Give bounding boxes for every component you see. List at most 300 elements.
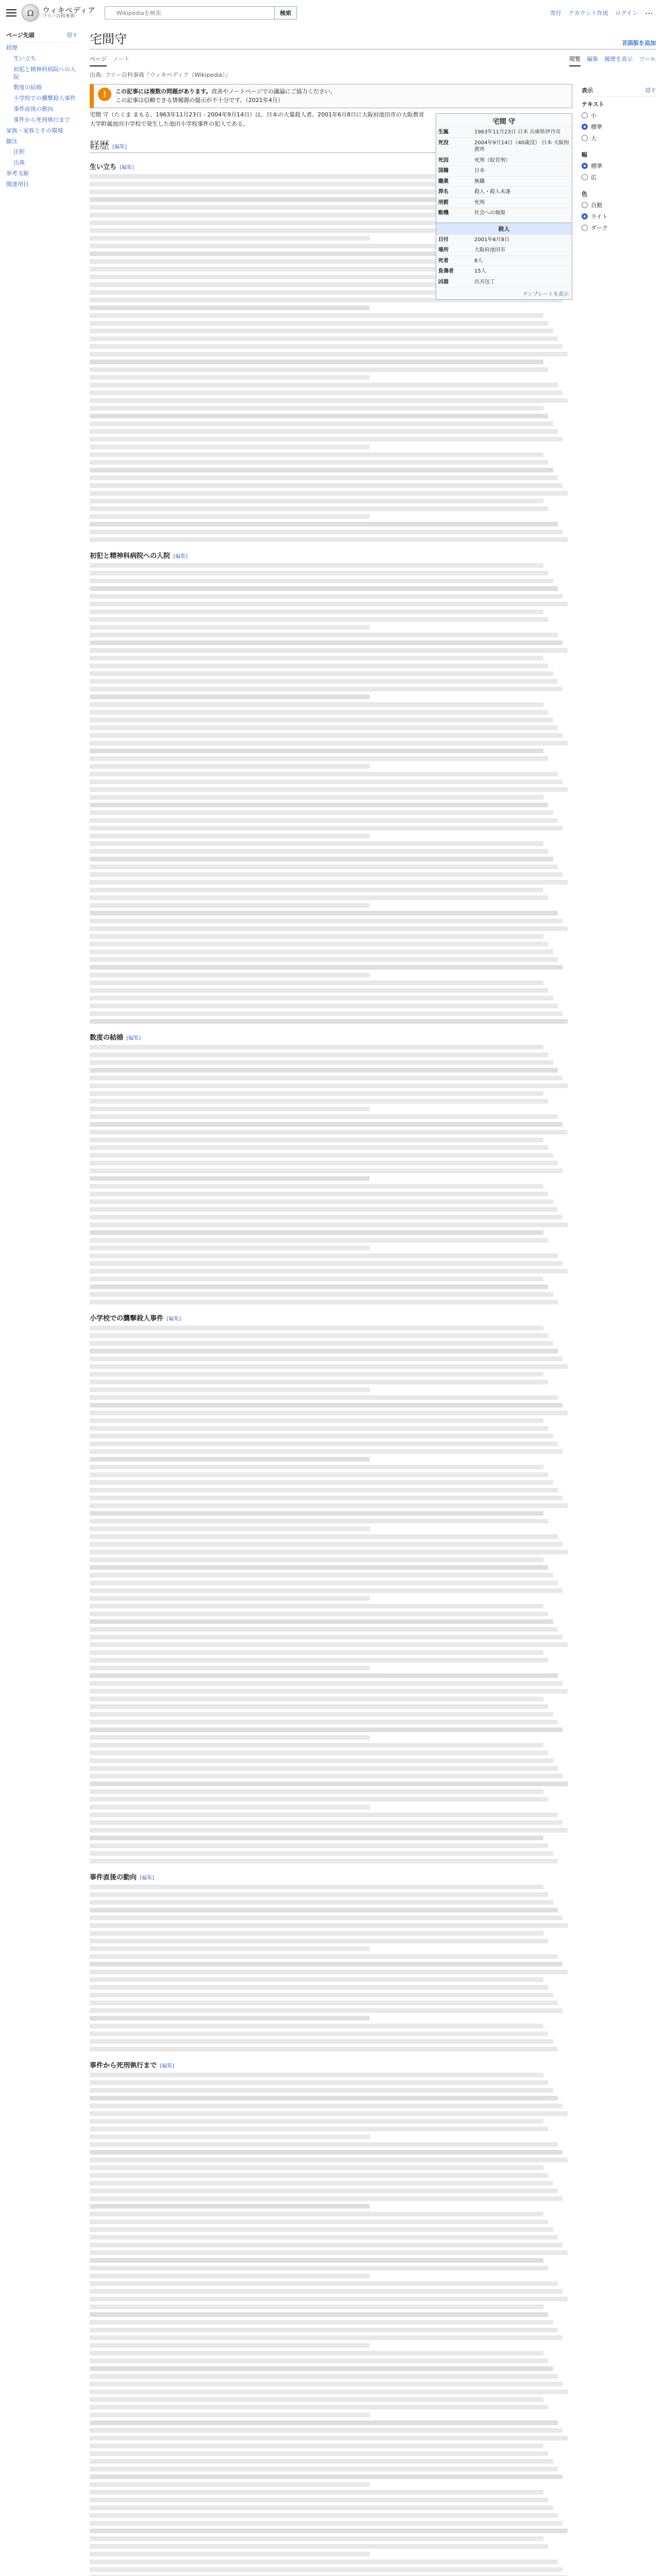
- text-line: [90, 1145, 548, 1150]
- text-line: [90, 1496, 562, 1500]
- page-title: 宅間守: [90, 32, 127, 46]
- toc-item[interactable]: 初犯と精神科病院への入院: [13, 65, 76, 80]
- text-line: [90, 367, 548, 372]
- text-line: [90, 1812, 558, 1817]
- text-line: [90, 1449, 562, 1454]
- article-body: [90, 84, 572, 2576]
- notice-line: この記事は信頼できる情報源の提示が不十分です。（2021年4月）: [115, 96, 284, 104]
- text-size-label: テキスト: [582, 101, 604, 108]
- text-line: [90, 1782, 568, 1786]
- text-line: [90, 313, 543, 318]
- site-logo[interactable]: [22, 4, 95, 22]
- text-line: [90, 1820, 562, 1825]
- text-line: [90, 1395, 558, 1400]
- text-line: [90, 2451, 548, 2456]
- edit-section-link[interactable]: [編集]: [126, 1036, 141, 1042]
- text-line: [90, 1642, 568, 1647]
- text-line: [90, 2031, 548, 2036]
- text-line: [90, 2189, 558, 2193]
- text-line: [90, 1743, 543, 1748]
- toc-item[interactable]: 経歴: [6, 44, 18, 51]
- text-line: [90, 1939, 548, 1943]
- notice-title: この記事には複数の問題があります。: [115, 88, 212, 95]
- text-line: [90, 633, 558, 637]
- infobox-value: 無職: [474, 178, 485, 184]
- text-line: [90, 1828, 568, 1833]
- text-line: [90, 1892, 548, 1897]
- appearance-title: 表示: [582, 87, 593, 94]
- text-line: [90, 594, 562, 599]
- text-line: [90, 1650, 543, 1655]
- text-line: [90, 694, 370, 699]
- infobox: [436, 113, 572, 300]
- toc-item[interactable]: 参考文献: [6, 170, 29, 177]
- text-line: [90, 2150, 562, 2155]
- text-line: [90, 1581, 558, 1585]
- text-line: [90, 2567, 562, 2572]
- infobox-key: 罪名: [438, 189, 449, 195]
- text-line: [90, 1689, 568, 1693]
- text-line: [90, 2196, 562, 2201]
- infobox-value: 殺人・殺人未遂: [474, 189, 510, 195]
- text-line: [90, 1176, 370, 1181]
- subsection-heading: 小学校での襲撃殺人事件 [編集]: [90, 1315, 181, 1323]
- text-line: [90, 687, 562, 691]
- text-line: [90, 2096, 558, 2100]
- add-language-button[interactable]: 言語版を追加: [622, 40, 656, 46]
- toc-item[interactable]: 注釈: [13, 148, 25, 156]
- text-line: [90, 1019, 568, 1024]
- text-line: [90, 429, 558, 434]
- text-line: [90, 810, 553, 815]
- tab-edit[interactable]: 編集: [587, 56, 599, 62]
- text-line: [90, 2073, 543, 2077]
- text-line: [90, 2039, 553, 2044]
- donate-link[interactable]: 寄付: [550, 10, 561, 16]
- text-line: [90, 1426, 548, 1431]
- text-line: [90, 756, 548, 761]
- text-line: [90, 2529, 568, 2533]
- text-line: [90, 1403, 562, 1408]
- search-input[interactable]: [105, 6, 275, 20]
- text-line: [90, 1977, 543, 1982]
- text-line: [90, 1550, 568, 1554]
- text-line: [90, 2212, 543, 2216]
- tab-page[interactable]: ページ: [90, 53, 107, 66]
- infobox-key: 死没: [438, 140, 449, 146]
- infobox-key: 刑罰: [438, 199, 449, 206]
- text-line: [90, 1099, 548, 1104]
- edit-section-link[interactable]: [編集]: [167, 1316, 181, 1323]
- color-label: 色: [582, 191, 587, 197]
- infobox-value: 出刃包丁: [474, 279, 495, 285]
- width-standard[interactable]: 標準: [582, 162, 656, 170]
- text-line: [90, 1954, 558, 1959]
- text-line: [90, 865, 558, 869]
- text-line: [90, 1534, 558, 1539]
- infobox-key: 日付: [438, 236, 449, 243]
- text-line: [90, 2181, 553, 2185]
- text-line: [90, 2258, 543, 2263]
- text-line: [90, 2444, 543, 2448]
- toc-item[interactable]: 小学校での襲撃殺人事件: [13, 95, 76, 102]
- text-line: [90, 718, 553, 722]
- text-line: [90, 1130, 568, 1134]
- text-line: [90, 2490, 543, 2495]
- text-line: [90, 2047, 558, 2052]
- text-line: [90, 2289, 562, 2294]
- infobox-section-heading: 殺人: [436, 223, 572, 234]
- more-options-icon[interactable]: ⋯: [645, 8, 654, 18]
- text-line: [90, 764, 370, 769]
- text-size-small[interactable]: 小: [582, 111, 656, 120]
- text-line: [90, 2521, 562, 2526]
- search-button[interactable]: 検索: [274, 6, 297, 20]
- text-line: [90, 1341, 553, 1346]
- infobox-key: 職業: [438, 178, 449, 184]
- text-line: [90, 1931, 543, 1936]
- text-line: [90, 1970, 568, 1974]
- text-line: [90, 1635, 562, 1639]
- text-line: [90, 445, 370, 449]
- template-link[interactable]: テンプレートを表示: [522, 292, 569, 297]
- text-line: [90, 522, 558, 527]
- text-line: [90, 352, 568, 357]
- text-line: [90, 1472, 548, 1477]
- text-line: [90, 1774, 562, 1778]
- text-line: [90, 1434, 553, 1438]
- width-label: 幅: [582, 151, 587, 158]
- main-menu-icon[interactable]: [6, 9, 16, 16]
- tab-talk[interactable]: ノート: [112, 56, 130, 62]
- infobox-value: 2001年6月8日: [474, 236, 510, 243]
- toc-item[interactable]: 関連項目: [6, 180, 29, 188]
- text-line: [90, 671, 553, 676]
- appearance-panel: [578, 84, 656, 2576]
- text-line: [90, 1797, 548, 1802]
- text-line: [90, 2366, 553, 2371]
- toc-item[interactable]: 数度の結婚: [13, 84, 42, 91]
- text-line: [90, 926, 568, 931]
- text-line: [90, 1184, 543, 1189]
- text-line: [90, 2413, 370, 2417]
- notice-text: 改善やノートページでの議論にご協力ください。: [211, 88, 336, 95]
- text-line: [90, 980, 543, 985]
- text-line: [90, 1704, 548, 1709]
- text-line: [90, 2104, 562, 2108]
- create-account-link[interactable]: アカウント作成: [568, 10, 608, 16]
- text-line: [90, 1223, 568, 1227]
- text-line: [90, 344, 562, 349]
- text-line: [90, 336, 558, 341]
- text-line: [90, 1836, 543, 1840]
- text-line: [90, 1122, 562, 1127]
- text-line: [90, 1946, 370, 1951]
- text-line: [90, 1627, 558, 1632]
- text-line: [90, 2374, 558, 2379]
- text-line: [90, 1207, 558, 1212]
- tab-history[interactable]: 履歴を表示: [604, 56, 633, 62]
- text-line: [90, 2088, 553, 2093]
- text-line: [90, 2134, 370, 2139]
- text-line: [90, 834, 370, 838]
- text-line: [90, 1230, 543, 1235]
- text-line: [90, 2235, 558, 2240]
- text-line: [90, 2382, 562, 2386]
- text-line: [90, 1053, 548, 1057]
- text-line: [90, 1658, 548, 1663]
- text-line: [90, 895, 548, 900]
- text-line: [90, 1720, 558, 1724]
- text-line: [90, 1215, 562, 1219]
- toc-hide-button[interactable]: 隠す: [67, 33, 77, 39]
- infobox-value: 8人: [474, 258, 483, 264]
- text-line: [90, 1300, 558, 1304]
- text-line: [90, 1411, 568, 1415]
- text-line: [90, 772, 558, 776]
- text-line: [90, 857, 553, 861]
- text-line: [90, 2250, 568, 2255]
- text-line: [90, 841, 543, 846]
- text-line: [90, 1068, 558, 1073]
- text-line: [90, 2498, 548, 2502]
- text-line: [90, 2328, 558, 2332]
- text-line: [90, 1045, 543, 1049]
- table-of-contents: [0, 26, 82, 2576]
- text-line: [90, 1326, 543, 1330]
- tab-tools[interactable]: ツール: [639, 56, 656, 62]
- text-line: [90, 2266, 548, 2270]
- text-line: [90, 934, 543, 939]
- text-line: [90, 1168, 562, 1173]
- text-line: [90, 321, 548, 326]
- text-line: [90, 741, 568, 745]
- text-line: [90, 1697, 543, 1701]
- text-line: [90, 710, 548, 715]
- text-line: [90, 2024, 543, 2028]
- text-line: [90, 1673, 558, 1678]
- text-line: [90, 530, 562, 534]
- text-line: [90, 398, 568, 403]
- subsection-heading: 数度の結婚 [編集]: [90, 1034, 141, 1042]
- page-tabs: [90, 53, 656, 66]
- infobox-key: 生誕: [438, 129, 449, 135]
- text-line: [90, 2274, 370, 2278]
- login-link[interactable]: ログイン: [615, 10, 638, 16]
- text-line: [90, 1261, 562, 1266]
- text-line: [90, 1885, 543, 1889]
- text-line: [90, 1588, 562, 1593]
- text-line: [90, 2243, 562, 2247]
- text-line: [90, 421, 553, 426]
- text-line: [90, 1114, 558, 1119]
- text-line: [90, 1292, 553, 1297]
- edit-section-link[interactable]: [編集]: [160, 2063, 174, 2070]
- edit-section-link[interactable]: [編集]: [112, 144, 127, 150]
- text-line: [90, 1269, 568, 1274]
- text-line: [90, 919, 562, 923]
- text-line: [90, 1923, 568, 1928]
- text-line: [90, 2389, 568, 2394]
- tab-read[interactable]: 閲覧: [569, 53, 581, 66]
- color-light[interactable]: ライト: [582, 212, 656, 221]
- text-line: [90, 1387, 370, 1392]
- section-heading: 経歴 [編集]: [90, 138, 572, 153]
- edit-section-link[interactable]: [編集]: [140, 1875, 154, 1882]
- text-line: [90, 1277, 543, 1281]
- text-line: [90, 1859, 558, 1863]
- text-line: [90, 1519, 548, 1523]
- edit-section-link[interactable]: [編集]: [120, 165, 134, 171]
- text-line: [90, 2513, 558, 2518]
- text-line: [90, 2320, 553, 2325]
- subsection-heading: 初犯と精神科病院への入院 [編集]: [90, 552, 188, 561]
- text-line: [90, 2428, 562, 2433]
- text-line: [90, 1253, 558, 1258]
- infobox-value: 2004年9月14日（40歳没） 日本 大阪拘置所: [474, 140, 569, 152]
- toc-item[interactable]: 事件直後の動向: [13, 106, 53, 113]
- infobox-key: 場所: [438, 247, 449, 253]
- text-line: [90, 2351, 543, 2355]
- text-line: [90, 795, 543, 800]
- text-line: [90, 360, 543, 364]
- text-block-placeholder: [90, 563, 572, 1024]
- text-line: [90, 2467, 558, 2471]
- text-line: [90, 787, 568, 792]
- infobox-key: 死者: [438, 258, 449, 264]
- text-size-large[interactable]: 大: [582, 134, 656, 142]
- logo-title: ウィキペディア: [42, 5, 95, 15]
- text-line: [90, 375, 370, 380]
- text-line: [90, 1789, 543, 1794]
- text-line: [90, 640, 562, 645]
- text-line: [90, 1565, 548, 1570]
- text-line: [90, 733, 562, 738]
- text-line: [90, 2204, 370, 2209]
- color-dark[interactable]: ダーク: [582, 224, 656, 232]
- text-line: [90, 2505, 553, 2510]
- site-header: [0, 0, 662, 26]
- text-block-placeholder: [90, 1885, 572, 2052]
- text-line: [90, 391, 562, 395]
- toc-item[interactable]: 事件から死刑執行まで: [13, 116, 70, 123]
- text-line: [90, 1284, 548, 1289]
- text-size-standard[interactable]: 標準: [582, 123, 656, 131]
- text-line: [90, 648, 568, 653]
- text-line: [90, 1900, 553, 1905]
- text-line: [90, 965, 562, 970]
- infobox-value: 死刑: [474, 199, 485, 206]
- color-auto[interactable]: 自動: [582, 201, 656, 209]
- text-line: [90, 2560, 558, 2564]
- infobox-value: 日本: [474, 168, 485, 174]
- infobox-key: 負傷者: [438, 268, 454, 274]
- toc-item[interactable]: 家族・家族とその環境: [6, 127, 63, 134]
- infobox-title: 宅間 守: [492, 118, 516, 126]
- text-line: [90, 911, 558, 916]
- toc-title: ページ先頭: [6, 32, 35, 39]
- text-line: [90, 1727, 562, 1732]
- text-line: [90, 460, 548, 465]
- appearance-hide-button[interactable]: 隠す: [646, 88, 656, 94]
- text-line: [90, 1805, 370, 1809]
- toc-item[interactable]: 出典: [13, 159, 25, 166]
- text-line: [90, 2397, 543, 2402]
- text-line: [90, 2001, 558, 2005]
- text-line: [90, 1993, 553, 1997]
- text-line: [90, 664, 548, 668]
- text-line: [90, 779, 562, 784]
- infobox-value: 1963年11月23日 日本 兵庫県伊丹市: [474, 129, 561, 135]
- text-line: [90, 2459, 553, 2464]
- text-line: [90, 2359, 548, 2363]
- text-line: [90, 1612, 548, 1616]
- text-line: [90, 329, 553, 333]
- text-line: [90, 499, 543, 503]
- text-line: [90, 2482, 370, 2487]
- text-line: [90, 1604, 543, 1608]
- text-line: [90, 491, 568, 496]
- text-line: [90, 2016, 370, 2021]
- text-line: [90, 2312, 548, 2317]
- width-wide[interactable]: 広: [582, 173, 656, 181]
- text-line: [90, 1751, 548, 1755]
- text-line: [90, 383, 558, 387]
- text-line: [90, 679, 558, 684]
- text-line: [90, 903, 370, 908]
- text-line: [90, 1372, 543, 1377]
- page-source-note: 出典: フリー百科事典『ウィキペディア（Wikipedia）』: [90, 72, 231, 78]
- text-line: [90, 2080, 548, 2085]
- infobox-value: 15人: [474, 268, 486, 274]
- text-line: [90, 563, 543, 568]
- text-line: [90, 888, 543, 892]
- text-line: [90, 656, 543, 660]
- text-line: [90, 2127, 548, 2131]
- text-line: [90, 1681, 562, 1686]
- text-line: [90, 1465, 543, 1469]
- text-line: [90, 1488, 558, 1493]
- text-line: [90, 1557, 543, 1562]
- text-line: [90, 1962, 562, 1967]
- logo-subtitle: フリー百科事典: [42, 14, 75, 20]
- issue-notice: [90, 84, 572, 108]
- text-line: [90, 514, 370, 519]
- text-line: [90, 2008, 562, 2013]
- text-line: [90, 2436, 568, 2441]
- text-line: [90, 1457, 370, 1462]
- search-form: [105, 6, 297, 20]
- text-line: [90, 725, 558, 730]
- text-line: [90, 1418, 543, 1423]
- text-line: [90, 996, 553, 1001]
- text-line: [90, 1199, 553, 1204]
- text-line: [90, 2420, 558, 2425]
- text-line: [90, 1107, 370, 1111]
- text-line: [90, 537, 568, 542]
- text-line: [90, 579, 553, 583]
- text-line: [90, 452, 543, 457]
- text-line: [90, 1851, 553, 1856]
- text-line: [90, 1011, 562, 1016]
- text-line: [90, 2111, 568, 2116]
- toc-item[interactable]: 生い立ち: [13, 55, 36, 62]
- text-line: [90, 2119, 543, 2124]
- edit-section-link[interactable]: [編集]: [173, 554, 188, 560]
- toc-item[interactable]: 脚注: [6, 138, 18, 145]
- text-line: [90, 2335, 562, 2340]
- user-links: [550, 8, 654, 18]
